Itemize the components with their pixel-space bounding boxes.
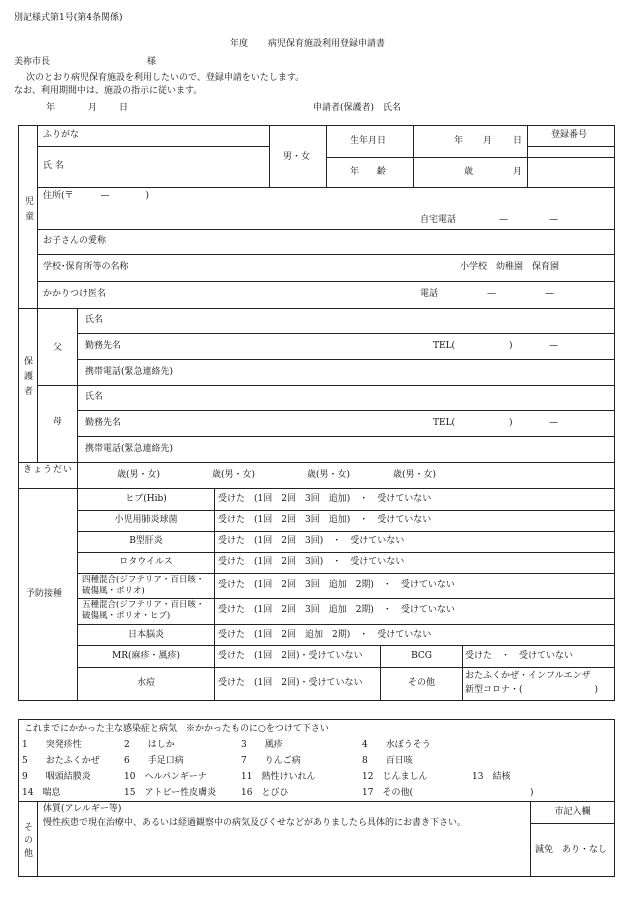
vaccine-name: ヒブ(Hib) <box>125 494 167 504</box>
sibling-1-field[interactable]: 歳(男・女) <box>117 470 161 480</box>
varicella-status-field[interactable]: 受けた (1回 2回)・受けていない <box>218 678 363 688</box>
child-name-field[interactable]: 氏 名 <box>43 161 64 171</box>
child-section-label: 児童 <box>23 196 33 226</box>
bcg-status-field[interactable]: 受けた ・ 受けていない <box>465 651 574 661</box>
sibling-4-field[interactable]: 歳(男・女) <box>393 470 437 480</box>
furigana-field[interactable]: ふりがな <box>43 130 80 140</box>
intro-line-1: 次のとおり病児保育施設を利用したいので、登録申請をいたします。 <box>26 73 305 83</box>
nickname-field[interactable]: お子さんの愛称 <box>43 236 107 246</box>
dash: — <box>549 341 558 351</box>
sibling-3-field[interactable]: 歳(男・女) <box>307 470 351 480</box>
other-section-label: その他 <box>22 822 32 861</box>
intro-line-2: なお、利用期間中は、施設の指示に従います。 <box>14 86 203 96</box>
mother-name-field[interactable]: 氏名 <box>85 392 104 402</box>
disease-item[interactable]: 16 とびひ <box>241 788 289 798</box>
vaccine-name: 五種混合(ジフテリア・百日咳・破傷風・ポリオ・ヒブ) <box>82 600 205 621</box>
mother-label: 母 <box>53 417 63 427</box>
mother-work-field[interactable]: 勤務先名 <box>85 418 122 428</box>
other-vaccine-list[interactable]: おたふくかぜ・インフルエンザ <box>465 671 591 681</box>
dash: — <box>545 289 554 299</box>
guardian-section-label: 保護者 <box>22 356 32 401</box>
disease-item[interactable]: 12 じんましん <box>362 772 428 782</box>
vaccination-section-label: 予防接種 <box>26 589 63 599</box>
disease-item[interactable]: 4 水ぼうそう <box>362 740 431 750</box>
vaccine-status-field[interactable]: 受けた (1回 2回 追加 2期) ・ 受けていない <box>218 630 432 640</box>
father-label: 父 <box>53 343 63 353</box>
other-vaccine-label: その他 <box>407 678 435 688</box>
school-type-options[interactable]: 小学校 幼稚園 保育園 <box>460 262 560 272</box>
father-mobile-field[interactable]: 携帯電話(緊急連絡先) <box>85 367 174 377</box>
disease-item[interactable]: 1 突発疹性 <box>22 740 82 750</box>
disease-item[interactable]: 14 喘息 <box>22 788 61 798</box>
dash: — <box>549 418 558 428</box>
vaccine-status-field[interactable]: 受けた (1回 2回 3回 追加 2期) ・ 受けていない <box>218 580 455 590</box>
dash: — <box>487 289 496 299</box>
title-year: 年度 <box>230 39 249 49</box>
birth-month: 月 <box>483 136 493 146</box>
disease-item[interactable]: 2 はしか <box>124 740 175 750</box>
city-use-label: 市記入欄 <box>554 807 591 817</box>
bcg-label: BCG <box>411 651 432 661</box>
exemption-field[interactable]: 減免 あり・なし <box>535 845 608 855</box>
dash: — <box>549 215 558 225</box>
vaccine-status-field[interactable]: 受けた (1回 2回 3回) ・ 受けていない <box>218 557 405 567</box>
registration-number-label: 登録番号 <box>551 130 588 140</box>
siblings-label: きょうだい <box>22 465 73 475</box>
vaccine-status-field[interactable]: 受けた (1回 2回 3回) ・ 受けていない <box>218 536 405 546</box>
disease-item[interactable]: 3 風疹 <box>241 740 283 750</box>
vaccine-status-field[interactable]: 受けた (1回 2回 3回 追加 2期) ・ 受けていない <box>218 605 455 615</box>
applicant-name-field[interactable]: 申請者(保護者) 氏名 <box>313 103 402 113</box>
doctor-tel-label: 電話 <box>420 289 439 299</box>
other-vaccine-extra[interactable]: 新型コロナ・( ) <box>465 685 599 695</box>
mother-mobile-field[interactable]: 携帯電話(緊急連絡先) <box>85 444 174 454</box>
form-number: 別記様式第1号(第4条関係) <box>14 13 123 23</box>
father-work-field[interactable]: 勤務先名 <box>85 341 122 351</box>
birthdate-label: 生年月日 <box>350 136 387 146</box>
honorific: 様 <box>147 57 157 67</box>
disease-item[interactable]: 10 ヘルパンギーナ <box>124 772 207 782</box>
birth-day: 日 <box>513 136 523 146</box>
disease-item[interactable]: 13 結核 <box>472 772 511 782</box>
mother-tel-field[interactable]: TEL( ) <box>433 418 513 428</box>
father-name-field[interactable]: 氏名 <box>85 315 104 325</box>
birth-year: 年 <box>454 136 464 146</box>
vaccine-name: 四種混合(ジフテリア・百日咳・破傷風・ポリオ) <box>82 575 205 596</box>
form-title: 病児保育施設利用登録申請書 <box>268 39 386 49</box>
condition-description-field[interactable]: 慢性疾患で現在治療中、あるいは経過観察中の病気及びくせなどがありましたら具体的にお書き下さい。 <box>43 818 467 828</box>
constitution-heading: 体質(アレルギー等) <box>43 804 122 814</box>
age-months: 月 <box>513 167 523 177</box>
disease-item[interactable]: 15 アトピー性皮膚炎 <box>124 788 217 798</box>
disease-item[interactable]: 11 熱性けいれん <box>241 772 316 782</box>
vaccine-status-field[interactable]: 受けた (1回 2回 3回 追加) ・ 受けていない <box>218 515 432 525</box>
age-label: 年 齢 <box>350 167 387 177</box>
dash: — <box>499 215 508 225</box>
vaccine-status-field[interactable]: 受けた (1回 2回 3回 追加) ・ 受けていない <box>218 494 432 504</box>
disease-item[interactable]: 9 咽頭結膜炎 <box>22 772 91 782</box>
age-years: 歳 <box>464 167 474 177</box>
disease-heading: これまでにかかった主な感染症と病気 ※かかったものに○をつけて下さい <box>24 724 329 734</box>
address-field[interactable]: 住所(〒 — ) <box>43 191 150 201</box>
mayor-addressee: 美祢市長 <box>14 57 51 67</box>
date-year: 年 <box>46 103 56 113</box>
disease-item[interactable]: 17 その他( ) <box>362 788 534 798</box>
mr-status-field[interactable]: 受けた (1回 2回)・受けていない <box>218 651 363 661</box>
date-month: 月 <box>88 103 98 113</box>
disease-item[interactable]: 6 手足口病 <box>124 756 184 766</box>
child-sex-field[interactable]: 男・女 <box>283 152 311 162</box>
date-day: 日 <box>119 103 129 113</box>
home-tel-label: 自宅電話 <box>420 215 457 225</box>
father-tel-field[interactable]: TEL( ) <box>433 341 513 351</box>
school-name-field[interactable]: 学校･保育所等の名称 <box>43 262 129 272</box>
vaccine-name: ロタウイルス <box>119 557 173 567</box>
vaccine-name: 小児用肺炎球菌 <box>114 515 178 525</box>
varicella-vaccine-name: 水痘 <box>136 678 155 688</box>
vaccine-name: 日本脳炎 <box>127 630 164 640</box>
disease-item[interactable]: 5 おたふくかぜ <box>22 756 100 766</box>
disease-item[interactable]: 7 りんご病 <box>241 756 301 766</box>
doctor-field[interactable]: かかりつけ医名 <box>43 289 107 299</box>
mr-vaccine-name: MR(麻疹・風疹) <box>111 651 180 661</box>
disease-item[interactable]: 8 百日咳 <box>362 756 413 766</box>
vaccine-name: B型肝炎 <box>129 536 163 546</box>
sibling-2-field[interactable]: 歳(男・女) <box>212 470 256 480</box>
